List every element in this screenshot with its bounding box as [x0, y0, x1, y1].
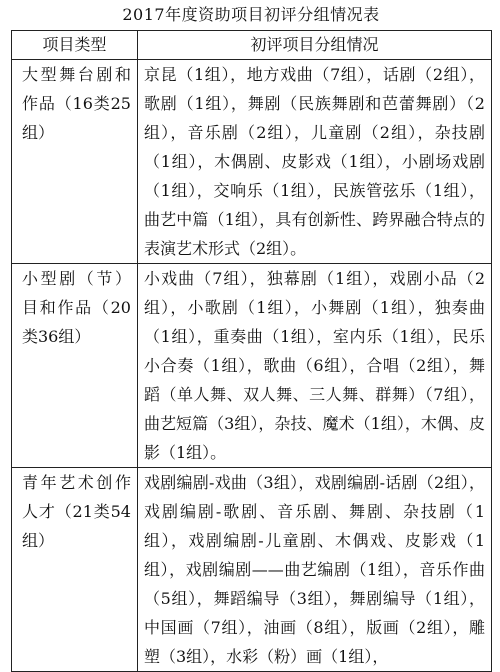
table-row [12, 264, 492, 468]
row-group-details: 戏剧编剧-戏曲（3组），戏剧编剧-话剧（2组），戏剧编剧-歌剧、音乐剧、舞剧、杂技剧（1组），戏剧编剧-儿童剧、木偶戏、皮影戏（1组），戏剧编剧——曲艺编剧（1组），音乐作曲（5组），舞蹈编导（3组），舞剧编导（1组），中国画（7组），油画（8组），版画（2组），雕塑（3组），水彩（粉）画（1组）， [138, 468, 492, 672]
row-group-details: 京昆（1组），地方戏曲（7组），话剧（2组），歌剧（1组），舞剧（民族舞剧和芭蕾舞剧）（2组），音乐剧（2组），儿童剧（2组），杂技剧（1组），木偶剧、皮影戏（1组），小剧场戏剧（1组），交响乐（1组），民族管弦乐（1组），曲艺中篇（1组），具有创新性、跨界融合特点的表演艺术形式（2组）。 [138, 60, 492, 264]
table-row [12, 468, 492, 672]
header-group-details: 初评项目分组情况 [138, 31, 492, 60]
row-project-type: 大型舞台剧和作品（16类25组） [12, 60, 138, 264]
header-project-type: 项目类型 [12, 31, 138, 60]
table-row [12, 60, 492, 264]
row-group-details: 小戏曲（7组），独幕剧（1组），戏剧小品（2组），小歌剧（1组），小舞剧（1组），独奏曲（1组），重奏曲（1组），室内乐（1组），民乐小合奏（1组），歌曲（6组），合唱（2组），舞蹈（单人舞、双人舞、三人舞、群舞）（7组），曲艺短篇（3组），杂技、魔术（1组），木偶、皮影（1组）。 [138, 264, 492, 468]
row-project-type: 小型剧（节）目和作品（20类36组） [12, 264, 138, 468]
table-title: 2017年度资助项目初评分组情况表 [122, 5, 380, 24]
row-project-type: 青年艺术创作人才（21类54组） [12, 468, 138, 672]
table-header-row [12, 31, 492, 60]
funding-group-table [11, 30, 492, 672]
